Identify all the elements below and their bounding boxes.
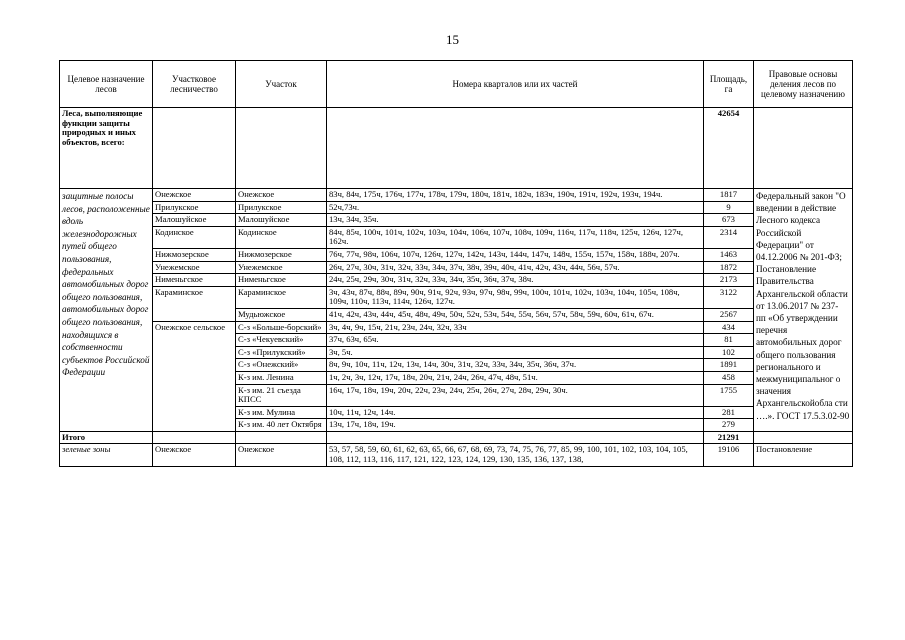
quarters-cell: 37ч, 63ч, 65ч. <box>327 334 704 347</box>
table-row <box>60 444 853 466</box>
green-target: зеленые зоны <box>60 444 153 466</box>
header-legal: Правовые основы деления лесов по целевому назначению <box>754 61 853 108</box>
header-area: Площадь, га <box>704 61 754 108</box>
area-cell: 1755 <box>704 384 754 406</box>
forestry-cell: Онежское сельское <box>153 321 236 431</box>
plot-cell: С-з «Чекуевский» <box>236 334 327 347</box>
forest-division-table <box>59 60 853 467</box>
plot-cell: Караминское <box>236 286 327 308</box>
quarters-cell: 8ч, 9ч, 10ч, 11ч, 12ч, 13ч, 14ч, 30ч, 31ч, 32ч, 33ч, 34ч, 35ч, 36ч, 37ч. <box>327 359 704 372</box>
quarters-cell: 52ч,73ч. <box>327 201 704 214</box>
section-title: Леса, выполняющие функции защиты природных и иных объектов, всего: <box>60 108 153 189</box>
header-forestry: Участковое лесничество <box>153 61 236 108</box>
quarters-cell: 83ч, 84ч, 175ч, 176ч, 177ч, 178ч, 179ч, 180ч, 181ч, 182ч, 183ч, 190ч, 191ч, 192ч, 193ч, 194ч. <box>327 189 704 202</box>
quarters-cell: 76ч, 77ч, 98ч, 106ч, 107ч, 126ч, 127ч, 142ч, 143ч, 144ч, 147ч, 148ч, 155ч, 157ч, 158ч, 188ч, 207ч. <box>327 248 704 261</box>
forestry-cell: Караминское <box>153 286 236 321</box>
green-legal: Постановление <box>754 444 853 466</box>
quarters-cell: 1ч, 2ч, 3ч, 12ч, 17ч, 18ч, 20ч, 21ч, 24ч, 26ч, 47ч, 48ч, 51ч. <box>327 371 704 384</box>
forestry-cell: Нижмозерское <box>153 248 236 261</box>
header-target: Целевое назначение лесов <box>60 61 153 108</box>
area-cell: 19106 <box>704 444 754 466</box>
table-row <box>60 226 853 248</box>
plot-cell: К-з им. 40 лет Октября <box>236 419 327 432</box>
table-row <box>60 286 853 308</box>
area-cell: 3122 <box>704 286 754 308</box>
area-cell: 281 <box>704 406 754 419</box>
table-row <box>60 248 853 261</box>
area-cell: 1817 <box>704 189 754 202</box>
plot-cell: С-з «Больше-борский» <box>236 321 327 334</box>
area-cell: 102 <box>704 346 754 359</box>
area-cell: 2314 <box>704 226 754 248</box>
table-row <box>60 189 853 202</box>
area-cell: 2173 <box>704 274 754 287</box>
plot-cell: К-з им. Мулина <box>236 406 327 419</box>
area-cell: 9 <box>704 201 754 214</box>
quarters-cell: 16ч, 17ч, 18ч, 19ч, 20ч, 22ч, 23ч, 24ч, 25ч, 26ч, 27ч, 28ч, 29ч, 30ч. <box>327 384 704 406</box>
total-label: Итого <box>60 431 153 444</box>
table-row <box>60 261 853 274</box>
plot-cell: К-з им. 21 съезда КПСС <box>236 384 327 406</box>
quarters-cell: 3ч, 43ч, 87ч, 88ч, 89ч, 90ч, 91ч, 92ч, 93ч, 97ч, 98ч, 99ч, 100ч, 101ч, 102ч, 103ч, 104ч, 105ч, 108ч, 109ч, 110ч, 113ч, 114ч, 126ч, 127ч. <box>327 286 704 308</box>
plot-cell: Онежское <box>236 444 327 466</box>
forestry-cell: Прилукское <box>153 201 236 214</box>
header-plot: Участок <box>236 61 327 108</box>
total-area: 21291 <box>704 431 754 444</box>
forestry-cell: Онежское <box>153 189 236 202</box>
area-cell: 434 <box>704 321 754 334</box>
table-row <box>60 274 853 287</box>
area-cell: 1891 <box>704 359 754 372</box>
header-quarters: Номера кварталов или их частей <box>327 61 704 108</box>
area-cell: 673 <box>704 214 754 227</box>
plot-cell: Прилукское <box>236 201 327 214</box>
plot-cell: Мудьюжское <box>236 308 327 321</box>
table-row <box>60 321 853 334</box>
area-cell: 81 <box>704 334 754 347</box>
plot-cell: Кодинское <box>236 226 327 248</box>
area-cell: 2567 <box>704 308 754 321</box>
quarters-cell: 10ч, 11ч, 12ч, 14ч. <box>327 406 704 419</box>
table-row <box>60 201 853 214</box>
plot-cell: Малошуйское <box>236 214 327 227</box>
quarters-cell: 84ч, 85ч, 100ч, 101ч, 102ч, 103ч, 104ч, 106ч, 107ч, 108ч, 109ч, 116ч, 117ч, 118ч, 125ч, 126ч, 127ч, 162ч. <box>327 226 704 248</box>
section-row <box>60 108 853 189</box>
forestry-cell: Онежское <box>153 444 236 466</box>
plot-cell: Онежское <box>236 189 327 202</box>
forestry-cell: Кодинское <box>153 226 236 248</box>
table-header-row <box>60 61 853 108</box>
area-cell: 1872 <box>704 261 754 274</box>
area-cell: 458 <box>704 371 754 384</box>
plot-cell: С-з «Онежский» <box>236 359 327 372</box>
forestry-cell: Унежемское <box>153 261 236 274</box>
protective-target: защитные полосы лесов, расположенные вдоль железнодорожных путей общего пользования, федеральных автомобильных дорог общего пользования, автомобильных дорог общего пользования, находящихся в собственности субъектов Российской Федерации <box>60 189 153 432</box>
area-cell: 279 <box>704 419 754 432</box>
plot-cell: Нименьгское <box>236 274 327 287</box>
plot-cell: С-з «Прилукский» <box>236 346 327 359</box>
quarters-cell: 13ч, 34ч, 35ч. <box>327 214 704 227</box>
protective-legal: Федеральный закон "О введении в действие Лесного кодекса Российской Федерации" от 04.12.2006 № 201-ФЗ; Постановление Правительства Архангельской области от 13.06.2017 № 237- пп «Об утверждении перечня автомобильных дорог общего пользования регионального и межмуниципальног о значения Архангельскойобла сти ….». ГОСТ 17.5.3.02-90 <box>754 189 853 432</box>
table-row <box>60 214 853 227</box>
plot-cell: К-з им. Ленина <box>236 371 327 384</box>
quarters-cell: 41ч, 42ч, 43ч, 44ч, 45ч, 48ч, 49ч, 50ч, 52ч, 53ч, 54ч, 55ч, 56ч, 57ч, 58ч, 59ч, 60ч, 61ч, 67ч. <box>327 308 704 321</box>
forestry-cell: Нименьгское <box>153 274 236 287</box>
section-area: 42654 <box>704 108 754 189</box>
total-row <box>60 431 853 444</box>
plot-cell: Унежемское <box>236 261 327 274</box>
quarters-cell: 26ч, 27ч, 30ч, 31ч, 32ч, 33ч, 34ч, 37ч, 38ч, 39ч, 40ч, 41ч, 42ч, 43ч, 44ч, 56ч, 57ч. <box>327 261 704 274</box>
plot-cell: Нижмозерское <box>236 248 327 261</box>
quarters-cell: 24ч, 25ч, 29ч, 30ч, 31ч, 32ч, 33ч, 34ч, 35ч, 36ч, 37ч, 38ч. <box>327 274 704 287</box>
page-number: 15 <box>446 32 459 47</box>
quarters-cell: 3ч, 5ч. <box>327 346 704 359</box>
quarters-cell: 53, 57, 58, 59, 60, 61, 62, 63, 65, 66, 67, 68, 69, 73, 74, 75, 76, 77, 85, 99, 100, 101, 102, 103, 104, 105, 108, 112, 113, 116, 117, 121, 122, 123, 124, 129, 130, 135, 136, 137, 138, <box>327 444 704 466</box>
forestry-cell: Малошуйское <box>153 214 236 227</box>
quarters-cell: 3ч, 4ч, 9ч, 15ч, 21ч, 23ч, 24ч, 32ч, 33ч <box>327 321 704 334</box>
area-cell: 1463 <box>704 248 754 261</box>
quarters-cell: 13ч, 17ч, 18ч, 19ч. <box>327 419 704 432</box>
